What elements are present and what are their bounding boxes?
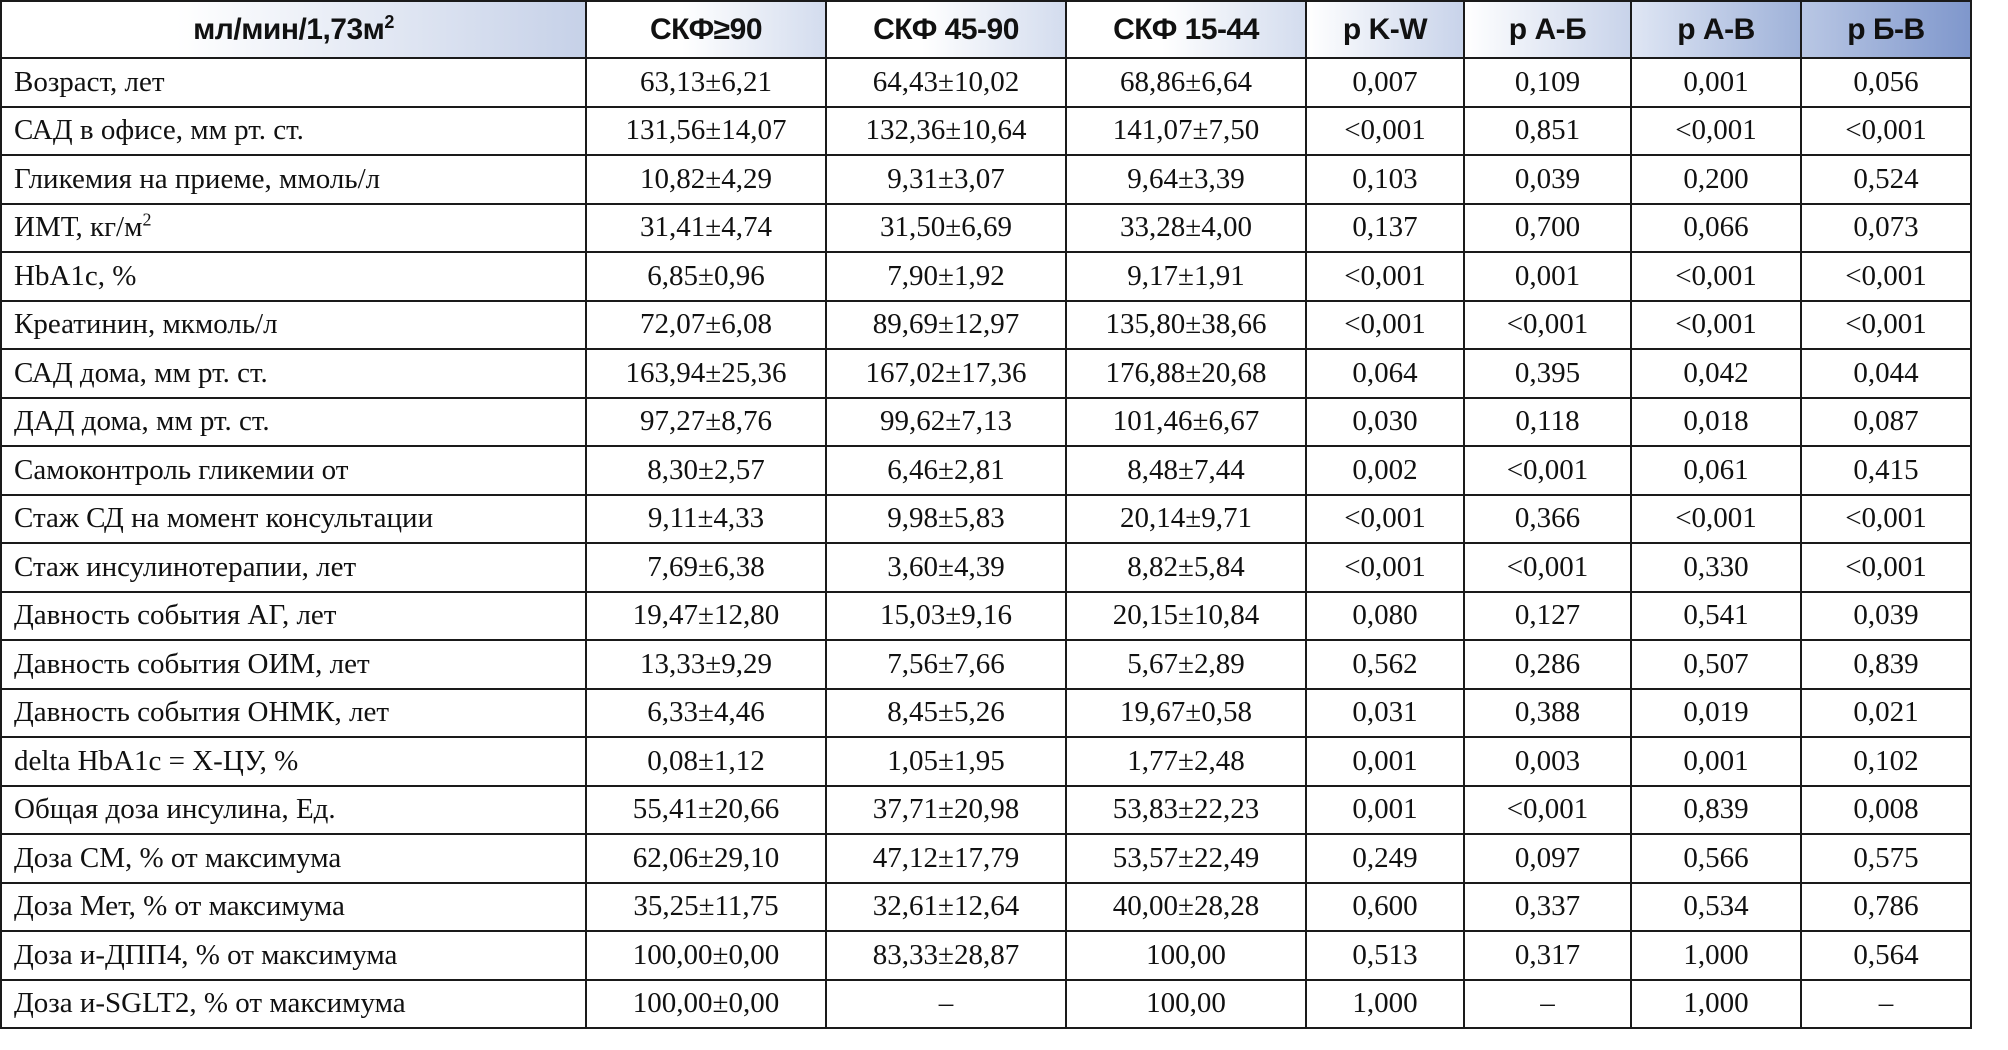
table-cell: 0,337 [1464,883,1631,932]
row-label-cell [1,58,586,107]
header-p-a-v [1631,1,1801,58]
table-cell: <0,001 [1631,301,1801,350]
table-cell: <0,001 [1464,786,1631,835]
header-gfr-45-90 [826,1,1066,58]
row-label: Доза и-SGLT2, % от максимума [14,987,406,1020]
row-label: Гликемия на приеме, ммоль/л [14,162,381,195]
table-cell: 0,366 [1464,495,1631,544]
table-cell: 13,33±9,29 [586,640,826,689]
row-label-superscript: 2 [142,209,152,230]
table-cell: 0,087 [1801,398,1971,447]
table-cell: 31,41±4,74 [586,204,826,253]
row-label: Стаж инсулинотерапии, лет [14,550,357,583]
table-cell: 0,507 [1631,640,1801,689]
row-label: HbA1c, % [14,259,137,292]
table-cell: 19,67±0,58 [1066,689,1306,738]
table-cell: 1,000 [1631,931,1801,980]
table-cell: 0,056 [1801,58,1971,107]
header-p-b-v [1801,1,1971,58]
row-label-cell [1,155,586,204]
table-cell: 0,851 [1464,107,1631,156]
table-cell: 0,001 [1306,737,1464,786]
row-label: ДАД дома, мм рт. ст. [14,405,270,438]
table-cell: 0,137 [1306,204,1464,253]
table-cell: 0,330 [1631,543,1801,592]
table-cell: 7,56±7,66 [826,640,1066,689]
table-cell: 0,001 [1464,252,1631,301]
header-label: p K-W [1342,12,1428,46]
table-cell: 0,786 [1801,883,1971,932]
table-row [1,58,1971,107]
row-label: Доза и-ДПП4, % от максимума [14,938,398,971]
table-cell: 100,00±0,00 [586,980,826,1029]
table-cell: 8,45±5,26 [826,689,1066,738]
table-cell: 6,85±0,96 [586,252,826,301]
table-cell: 0,513 [1306,931,1464,980]
table-cell: 0,007 [1306,58,1464,107]
table-cell: 20,14±9,71 [1066,495,1306,544]
table-cell: 0,039 [1801,592,1971,641]
table-cell: 9,11±4,33 [586,495,826,544]
table-cell: 0,08±1,12 [586,737,826,786]
table-cell: <0,001 [1464,543,1631,592]
row-label-cell [1,834,586,883]
table-row [1,107,1971,156]
table-cell: <0,001 [1631,495,1801,544]
table-cell: 132,36±10,64 [826,107,1066,156]
table-cell: 0,700 [1464,204,1631,253]
table-row [1,737,1971,786]
header-label: мл/мин/1,73м [193,12,385,46]
table-cell: 5,67±2,89 [1066,640,1306,689]
row-label: САД в офисе, мм рт. ст. [14,114,304,147]
table-cell: 135,80±38,66 [1066,301,1306,350]
table-cell: 0,042 [1631,349,1801,398]
row-label-cell [1,446,586,495]
table-cell: 101,46±6,67 [1066,398,1306,447]
table-row [1,640,1971,689]
header-label: СКФ 15-44 [1113,12,1259,46]
table-cell: 0,021 [1801,689,1971,738]
table-cell: 0,562 [1306,640,1464,689]
table-cell: 100,00 [1066,980,1306,1029]
table-cell: 9,98±5,83 [826,495,1066,544]
table-row [1,349,1971,398]
header-label: p А-В [1677,12,1755,46]
table-cell: <0,001 [1306,301,1464,350]
table-cell: 167,02±17,36 [826,349,1066,398]
table-row [1,786,1971,835]
header-gfr-90 [586,1,826,58]
row-label: САД дома, мм рт. ст. [14,356,268,389]
table-cell: 32,61±12,64 [826,883,1066,932]
table-row [1,495,1971,544]
table-cell: 131,56±14,07 [586,107,826,156]
table-cell: – [1464,980,1631,1029]
table-row [1,980,1971,1029]
table-cell: 0,019 [1631,689,1801,738]
table-cell: 0,018 [1631,398,1801,447]
row-label-cell [1,252,586,301]
table-cell: 9,64±3,39 [1066,155,1306,204]
row-label-cell [1,495,586,544]
table-cell: <0,001 [1801,543,1971,592]
table-cell: 83,33±28,87 [826,931,1066,980]
table-cell: 0,118 [1464,398,1631,447]
table-cell: 0,109 [1464,58,1631,107]
row-label: Самоконтроль гликемии от [14,453,349,486]
table-cell: <0,001 [1801,301,1971,350]
table-cell: 97,27±8,76 [586,398,826,447]
table-cell: <0,001 [1306,543,1464,592]
header-label: p А-Б [1508,12,1587,46]
table-cell: 100,00 [1066,931,1306,980]
table-cell: 37,71±20,98 [826,786,1066,835]
table-cell: 64,43±10,02 [826,58,1066,107]
table-cell: 35,25±11,75 [586,883,826,932]
table-row [1,834,1971,883]
row-label-cell [1,301,586,350]
table-cell: 0,001 [1631,58,1801,107]
table-cell: 72,07±6,08 [586,301,826,350]
table-cell: 0,566 [1631,834,1801,883]
table-cell: <0,001 [1801,495,1971,544]
table-row [1,931,1971,980]
row-label-cell [1,592,586,641]
row-label-cell [1,786,586,835]
table-cell: 1,000 [1631,980,1801,1029]
table-cell: <0,001 [1306,107,1464,156]
table-row [1,592,1971,641]
table-cell: <0,001 [1631,252,1801,301]
table-cell: 0,031 [1306,689,1464,738]
table-cell: 53,57±22,49 [1066,834,1306,883]
table-header [1,1,1971,58]
table-cell: 0,317 [1464,931,1631,980]
table-cell: 0,003 [1464,737,1631,786]
row-label-cell [1,980,586,1029]
table-cell: 0,600 [1306,883,1464,932]
header-label: p Б-В [1847,12,1925,46]
table-cell: 1,000 [1306,980,1464,1029]
row-label: Общая доза инсулина, Ед. [14,793,336,826]
table-cell: 15,03±9,16 [826,592,1066,641]
table-cell: 176,88±20,68 [1066,349,1306,398]
table-cell: 63,13±6,21 [586,58,826,107]
table-cell: 0,001 [1631,737,1801,786]
table-cell: 0,127 [1464,592,1631,641]
table-cell: 141,07±7,50 [1066,107,1306,156]
table-cell: 0,039 [1464,155,1631,204]
table-cell: 62,06±29,10 [586,834,826,883]
table-cell: 0,575 [1801,834,1971,883]
header-label: СКФ≥90 [649,12,763,46]
row-label-cell [1,107,586,156]
row-label: Давность события ОИМ, лет [14,647,370,680]
header-p-kw [1306,1,1464,58]
table-cell: 53,83±22,23 [1066,786,1306,835]
row-label-cell [1,349,586,398]
table-cell: 100,00±0,00 [586,931,826,980]
row-label-cell [1,543,586,592]
table-cell: 89,69±12,97 [826,301,1066,350]
row-label: delta HbA1c = Х-ЦУ, % [14,744,299,777]
table-cell: <0,001 [1464,446,1631,495]
table-cell: 0,008 [1801,786,1971,835]
table-cell: 0,200 [1631,155,1801,204]
table-row [1,301,1971,350]
table-cell: <0,001 [1631,107,1801,156]
table-cell: 0,103 [1306,155,1464,204]
table-cell: 0,839 [1631,786,1801,835]
table-cell: 0,839 [1801,640,1971,689]
table-cell: 0,097 [1464,834,1631,883]
table-cell: 0,564 [1801,931,1971,980]
row-label-cell [1,204,586,253]
table-cell: 7,69±6,38 [586,543,826,592]
row-label: Доза СМ, % от максимума [14,841,342,874]
table-cell: 0,073 [1801,204,1971,253]
row-label-cell [1,398,586,447]
table-cell: <0,001 [1464,301,1631,350]
table-cell: 68,86±6,64 [1066,58,1306,107]
row-label: Давность события АГ, лет [14,599,337,632]
table-cell: 19,47±12,80 [586,592,826,641]
table-cell: 0,524 [1801,155,1971,204]
table-cell: 0,061 [1631,446,1801,495]
table-cell: 0,044 [1801,349,1971,398]
table-row [1,689,1971,738]
header-superscript: 2 [384,11,394,32]
table-row [1,543,1971,592]
header-p-a-b [1464,1,1631,58]
table-body [1,58,1971,1028]
table-cell: 0,415 [1801,446,1971,495]
table-row [1,398,1971,447]
table-row [1,155,1971,204]
header-units [1,1,586,58]
table-cell: 0,030 [1306,398,1464,447]
table-cell: 0,002 [1306,446,1464,495]
table-cell: 55,41±20,66 [586,786,826,835]
row-label: Доза Мет, % от максимума [14,890,345,923]
table-cell: 1,05±1,95 [826,737,1066,786]
table-cell: 8,48±7,44 [1066,446,1306,495]
table-cell: 0,080 [1306,592,1464,641]
row-label-cell [1,931,586,980]
table-cell: <0,001 [1801,107,1971,156]
row-label: Давность события ОНМК, лет [14,696,390,729]
table-cell: 0,064 [1306,349,1464,398]
table-cell: 0,001 [1306,786,1464,835]
header-row [1,1,1971,58]
table-cell: 33,28±4,00 [1066,204,1306,253]
table-row [1,446,1971,495]
header-label: СКФ 45-90 [873,12,1019,46]
row-label: Возраст, лет [14,65,165,98]
table-cell: 0,541 [1631,592,1801,641]
table-cell: 7,90±1,92 [826,252,1066,301]
table-cell: – [826,980,1066,1029]
table-cell: 8,82±5,84 [1066,543,1306,592]
table-cell: 163,94±25,36 [586,349,826,398]
table-cell: 9,31±3,07 [826,155,1066,204]
header-gfr-15-44 [1066,1,1306,58]
table-cell: 0,395 [1464,349,1631,398]
row-label: ИМТ, кг/м [14,211,143,244]
row-label: Стаж СД на момент консультации [14,502,434,535]
table-cell: 6,33±4,46 [586,689,826,738]
table-cell: 47,12±17,79 [826,834,1066,883]
table-cell: 9,17±1,91 [1066,252,1306,301]
table-cell: 0,249 [1306,834,1464,883]
row-label-cell [1,640,586,689]
table-cell: 31,50±6,69 [826,204,1066,253]
table-cell: – [1801,980,1971,1029]
table-cell: 0,534 [1631,883,1801,932]
row-label-cell [1,737,586,786]
table-cell: 6,46±2,81 [826,446,1066,495]
table-cell: <0,001 [1306,495,1464,544]
table-cell: 0,102 [1801,737,1971,786]
row-label-cell [1,689,586,738]
table-cell: 99,62±7,13 [826,398,1066,447]
table-cell: <0,001 [1306,252,1464,301]
table-cell: 20,15±10,84 [1066,592,1306,641]
table-cell: 0,066 [1631,204,1801,253]
table-cell: 40,00±28,28 [1066,883,1306,932]
row-label: Креатинин, мкмоль/л [14,308,278,341]
table-cell: 0,388 [1464,689,1631,738]
table-cell: 0,286 [1464,640,1631,689]
table-cell: 3,60±4,39 [826,543,1066,592]
row-label-cell [1,883,586,932]
table-cell: 8,30±2,57 [586,446,826,495]
table-cell: 1,77±2,48 [1066,737,1306,786]
table-row [1,252,1971,301]
table-cell: <0,001 [1801,252,1971,301]
table-cell: 10,82±4,29 [586,155,826,204]
table-row [1,204,1971,253]
table-row [1,883,1971,932]
